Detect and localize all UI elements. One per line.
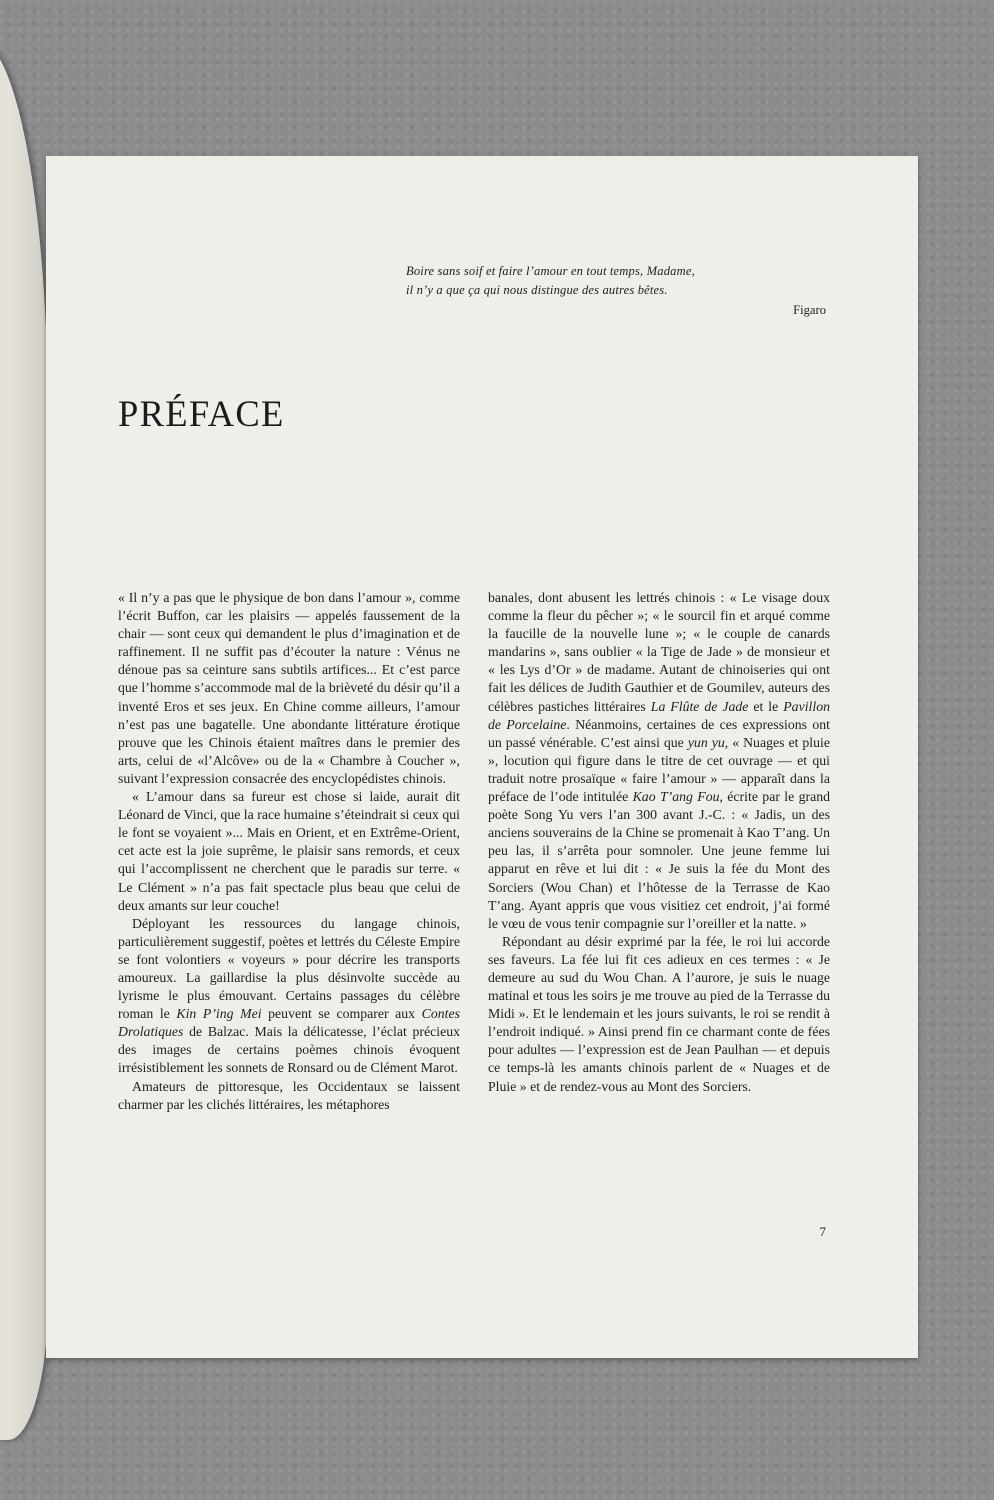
book-title-italic: La Flûte de Jade <box>650 698 749 714</box>
book-title-italic: Kao T’ang Fou <box>632 789 720 805</box>
book-title-italic: Pavillon de Porcelaine <box>488 698 830 732</box>
text-run: , écrite par le grand poète Song Yu vers l’an 300 avant J.-C. : « Jadis, un des anciens souverains de la Chine se promenait à Kao T’ang. Un peu las, il s’arrêta pour somnoler. Une jeune femme lui apparut en rêve et lui dit : « Je suis la fée du Mont des Sorciers (Wou Chan) et l’hôtesse de la Terrasse de Kao T’ang. Ayant appris que vous visitiez cet endroit, j’ai formé le vœu de vous tenir compagnie sur l’oreiller et la natte. » <box>488 789 830 931</box>
paragraph: Amateurs de pittoresque, les Occidentaux se laissent charmer par les clichés littéraires, les métaphores <box>118 1078 460 1112</box>
text-run: de Balzac. Mais la délicatesse, l’éclat précieux des images de certains poèmes chinois évoquent irrésistiblement les sonnets de Ronsard ou de Clément Marot. <box>118 1024 460 1076</box>
book-title-italic: Kin P’ing Mei <box>176 1006 262 1022</box>
right-column <box>488 589 830 1096</box>
text-run: et le <box>748 698 784 714</box>
text-run: . Néanmoins, certaines de ces expressions ont un passé vénérable. C’est ainsi que <box>488 716 830 750</box>
adjacent-page-edge <box>0 40 48 1440</box>
page-number: 7 <box>819 1224 826 1239</box>
epigraph-attribution: Figaro <box>793 303 826 317</box>
epigraph-line-2: il n’y a que ça qui nous distingue des autres bêtes. <box>406 283 668 297</box>
text-run: banales, dont abusent les lettrés chinois : « Le visage doux comme la fleur du pêcher »; « le sourcil fin et arqué comme la faucille de la nouvelle lune »; « le couple de canards mandarins », sans oublier « la Tige de Jade » de monsieur et « les Lys d’Or » de madame. Autant de chinoiseries qui ont fait les délices de Judith Gauthier et de Goumilev, auteurs des célèbres pastiches littéraires <box>488 590 830 714</box>
paragraph: Répondant au désir exprimé par la fée, le roi lui accorde ses faveurs. La fée lui fit ces adieux en ces termes : « Je demeure au sud du Wou Chan. A l’aurore, je suis le nuage matinal et tous les soirs je me trouve au pied de la Terrasse du Midi ». Et le lendemain et les jours suivants, le roi se rendit à l’endroit indiqué. » Ainsi prend fin ce charmant conte de fées pour adultes — l’expression est de Jean Paulhan — et depuis ce temps-là les amants chinois parlent de « Nuages et de Pluie » et de rendez-vous au Mont des Sorciers. <box>488 933 830 1094</box>
paragraph: « L’amour dans sa fureur est chose si laide, aurait dit Léonard de Vinci, que la race humaine s’éteindrait si ceux qui le font se voyaient »... Mais en Orient, et en Extrême-Orient, cet acte est la joie suprême, le plaisir sans remords, et ceux qui l’accomplissent ne cherchent que le paradis sur terre. « Le Clément » n’a pas fait spectacle plus beau que celui de deux amants sur leur couche! <box>118 789 460 913</box>
text-run: , « Nuages et pluie », locution qui figure dans le titre de cet ouvrage — et qui traduit notre prosaïque « faire l’amour » — apparaît dans la préface de l’ode intitulée <box>488 734 830 805</box>
epigraph-line-1: Boire sans soif et faire l’amour en tout temps, Madame, <box>406 264 695 278</box>
epigraph <box>406 262 826 320</box>
left-column <box>118 589 460 1114</box>
text-run: Déployant les ressources du langage chinois, particulièrement suggestif, poètes et lettrés du Céleste Empire se font volontiers « voyeurs » pour décrire les transports amoureux. La gaillardise la plus désinvolte succède au lyrisme le plus émouvant. Certains passages du célèbre roman le <box>118 915 460 1022</box>
paragraph: « Il n’y a pas que le physique de bon dans l’amour », comme l’écrit Buffon, car les plaisirs — appelés faussement de la chair — sont ceux qui demandent le plus d’imagination et de raffinement. Il ne suffit pas d’écouter la nature : Vénus ne dénoue pas sa ceinture sans subtils artifices... Et c’est parce que l’homme s’accommode mal de la brièveté du désir qu’il a inventé Eros et ses jeux. En Chine comme ailleurs, l’amour n’est pas une bagatelle. Une abondante littérature érotique prouve que les Chinois étaient maîtres dans le premier des arts, celui de «l’Alcôve» ou de la « Chambre à Coucher », suivant l’expression consacrée des encyclopédistes chinois. <box>118 590 460 786</box>
text-run: peuvent se comparer aux <box>261 1006 422 1022</box>
paragraph <box>488 589 830 933</box>
chinese-term-italic: yun yu <box>687 734 725 750</box>
paragraph <box>118 915 460 1078</box>
book-title-italic: Contes Drolatiques <box>118 1006 460 1040</box>
book-page <box>46 156 918 1358</box>
page-title: PRÉFACE <box>118 393 285 434</box>
